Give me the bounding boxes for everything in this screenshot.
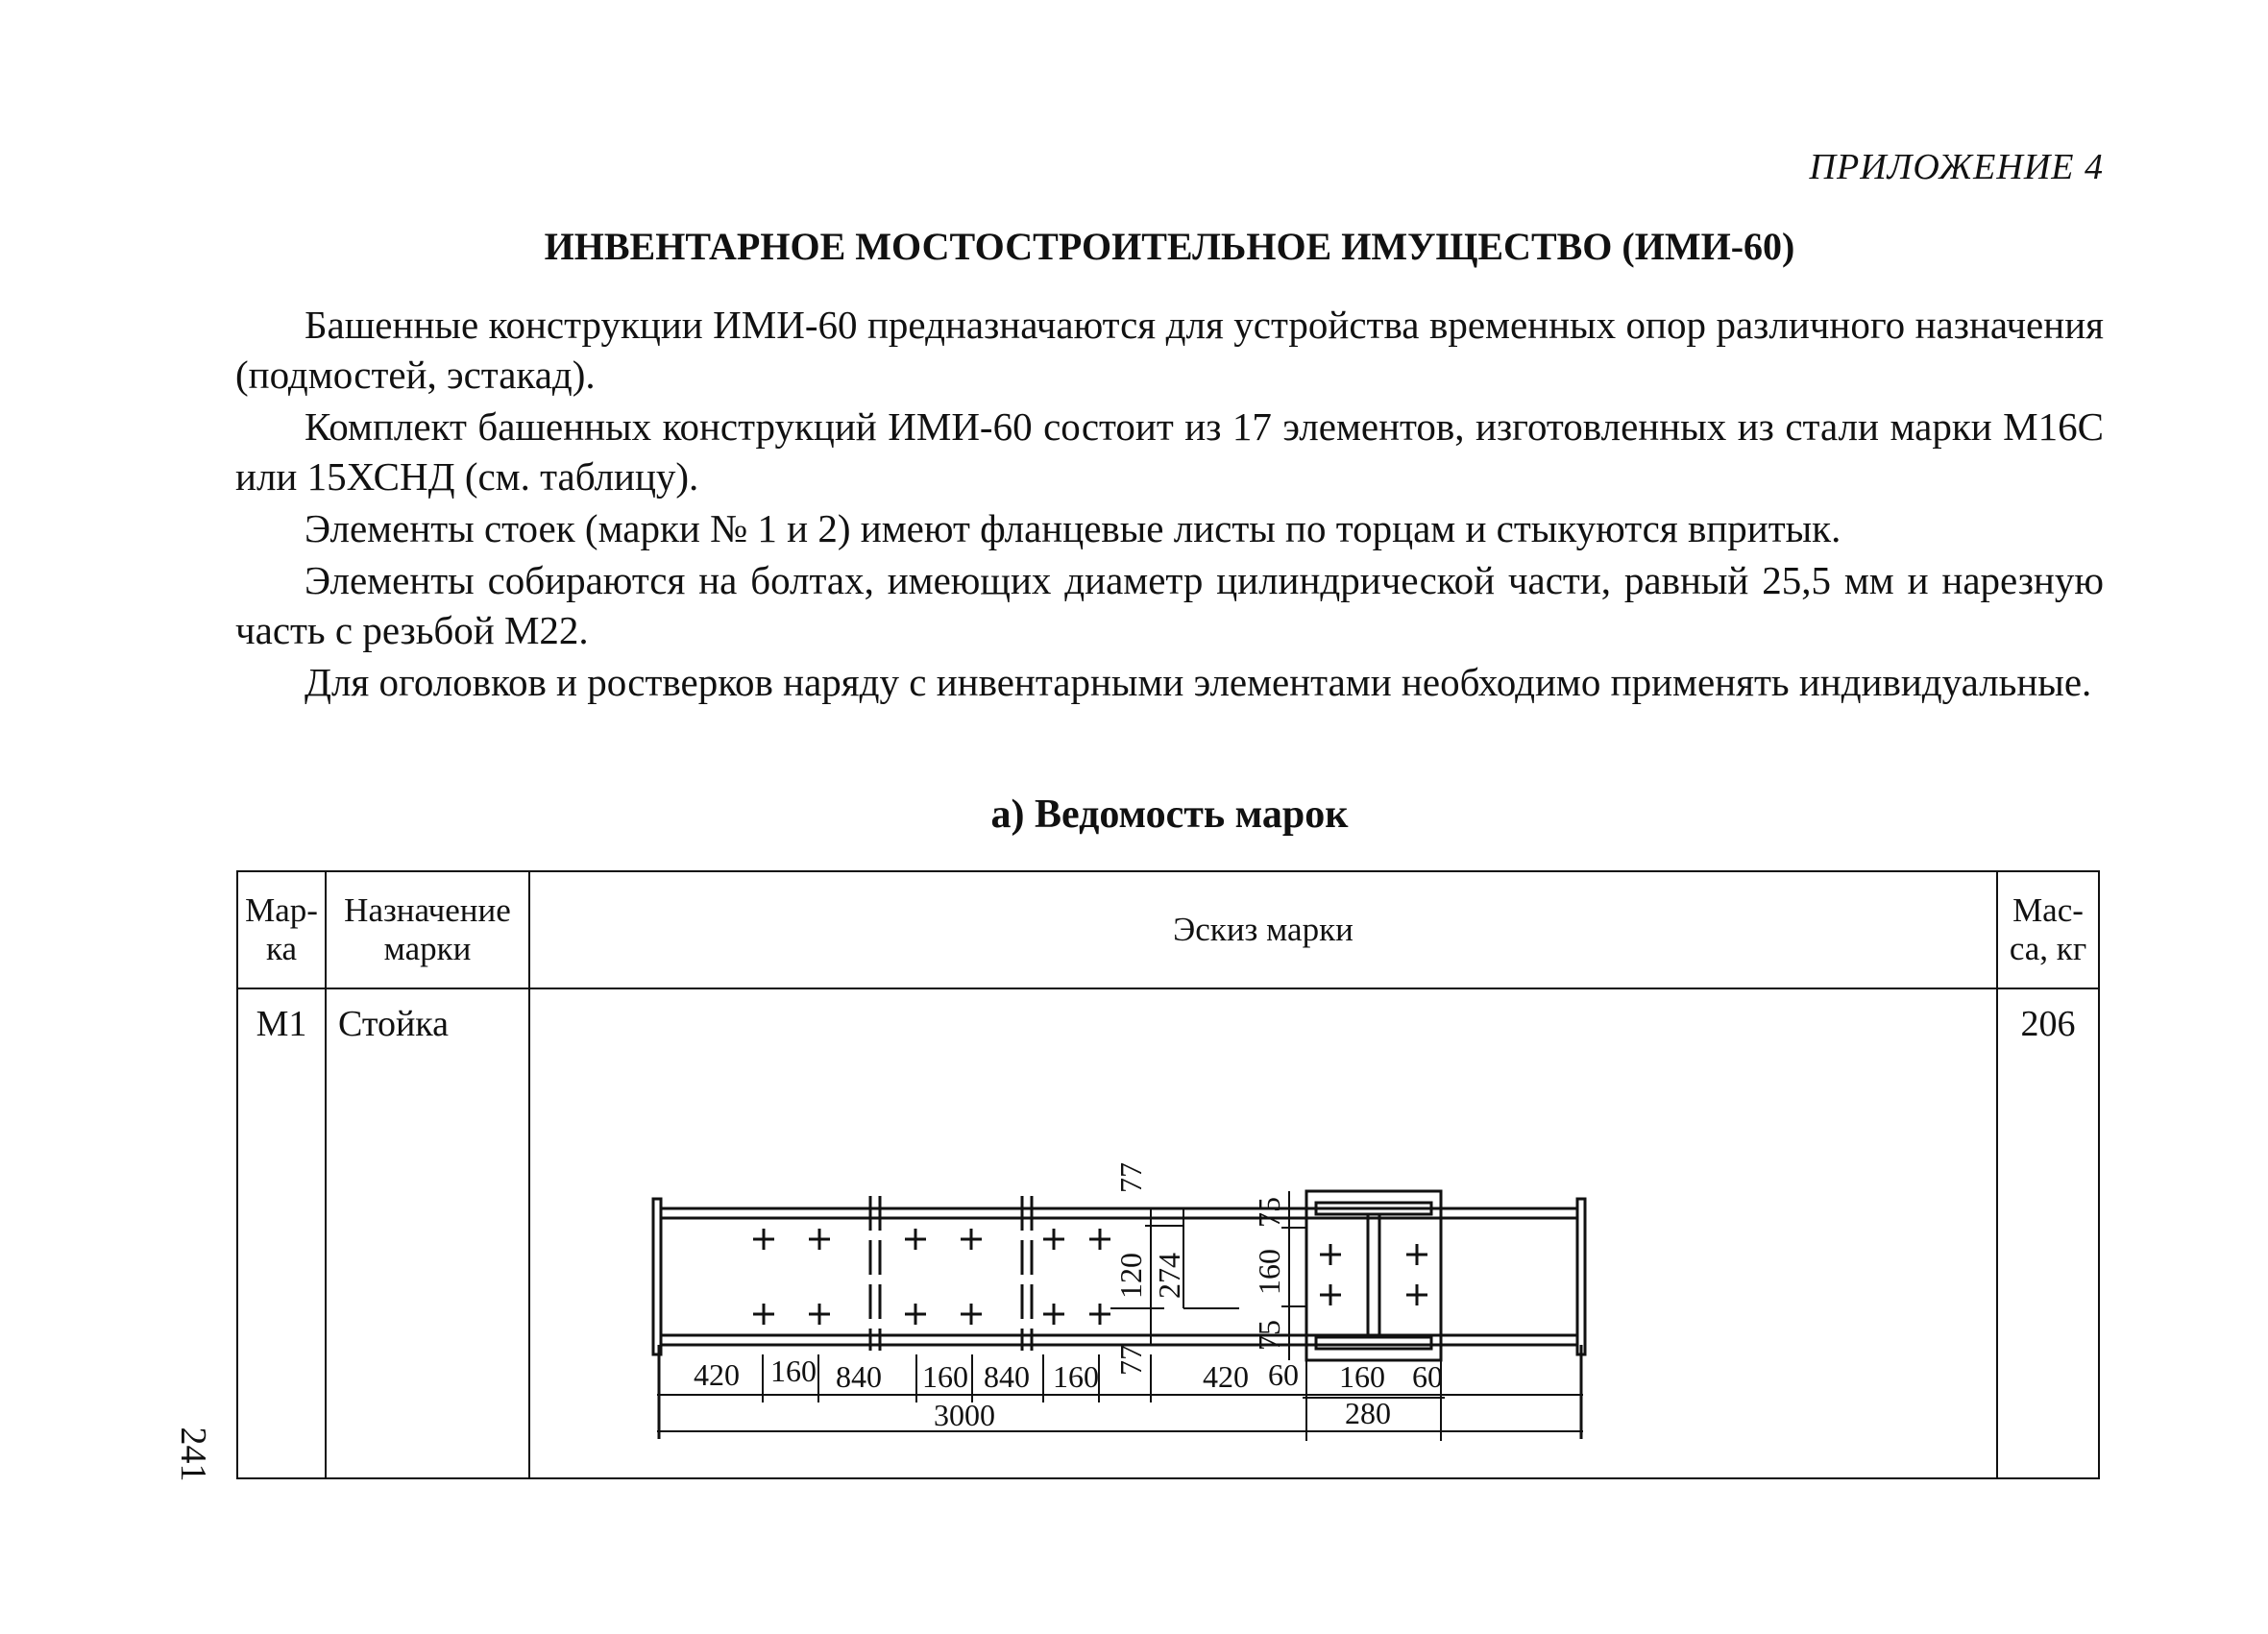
sketch-drawing — [530, 989, 1996, 1474]
paragraph: Комплект башенных конструкций ИМИ-60 состоит из 17 элементов, изготовленных из стали марки М16С или 15ХСНД (см. таблицу). — [235, 404, 2104, 499]
header-purpose: Назначение марки — [326, 871, 529, 988]
dim-160-c: 160 — [1053, 1359, 1099, 1394]
header-mass: Мас-са, кг — [1997, 871, 2099, 988]
table-row — [237, 988, 2099, 1478]
dim-section-280: 280 — [1345, 1396, 1391, 1430]
cell-mass: 206 — [1997, 988, 2099, 1478]
table-header-row — [237, 871, 2099, 988]
cell-sketch — [529, 988, 1997, 1478]
dim-section-75-top: 75 — [1252, 1197, 1286, 1228]
body-text — [235, 300, 2104, 709]
dim-160-b: 160 — [922, 1359, 968, 1394]
paragraph: Башенные конструкции ИМИ-60 предназначаются для устройства временных опор различного назначения (подмостей, эстакад). — [235, 303, 2104, 397]
cell-purpose: Стойка — [326, 988, 529, 1478]
dim-section-160: 160 — [1252, 1249, 1286, 1295]
dim-840-a: 840 — [836, 1359, 882, 1394]
right-end-plate — [1577, 1199, 1585, 1354]
dim-420-right: 420 — [1203, 1359, 1249, 1394]
dim-77-top: 77 — [1113, 1162, 1148, 1193]
table-caption: а) Ведомость марок — [990, 793, 1349, 837]
dim-840-b: 840 — [984, 1359, 1030, 1394]
marks-table — [236, 870, 2100, 1479]
paragraph: Элементы собираются на болтах, имеющих диаметр цилиндрической части, равный 25,5 мм и нарезную часть с резьбой М22. — [235, 558, 2104, 652]
dim-section-160: 160 — [1339, 1359, 1385, 1394]
page-title: ИНВЕНТАРНОЕ МОСТОСТРОИТЕЛЬНОЕ ИМУЩЕСТВО (ИМИ-60) — [544, 225, 1795, 268]
dim-274: 274 — [1152, 1253, 1186, 1299]
cell-mark: М1 — [237, 988, 326, 1478]
paragraph: Элементы стоек (марки № 1 и 2) имеют фланцевые листы по торцам и стыкуются впритык. — [305, 506, 1841, 550]
header-sketch: Эскиз марки — [529, 871, 1997, 988]
dim-section-75-bottom: 75 — [1252, 1320, 1286, 1351]
dim-160-a: 160 — [770, 1354, 817, 1388]
paragraph: Для оголовков и ростверков наряду с инвентарными элементами необходимо применять индивидуальные. — [305, 660, 2092, 704]
dim-section-60-left: 60 — [1268, 1357, 1299, 1392]
dim-420-left: 420 — [694, 1357, 740, 1392]
appendix-label: ПРИЛОЖЕНИЕ 4 — [1809, 147, 2104, 187]
dim-3000: 3000 — [934, 1398, 995, 1432]
bolt-holes — [753, 1229, 1427, 1325]
header-mark: Мар-ка — [237, 871, 326, 988]
dim-section-60-right: 60 — [1412, 1359, 1443, 1394]
left-end-plate — [653, 1199, 661, 1354]
page-number: 241 — [173, 1427, 213, 1482]
section-bottom-flange — [1316, 1337, 1431, 1349]
dim-77-bottom: 77 — [1113, 1345, 1148, 1376]
dim-120: 120 — [1113, 1253, 1148, 1299]
